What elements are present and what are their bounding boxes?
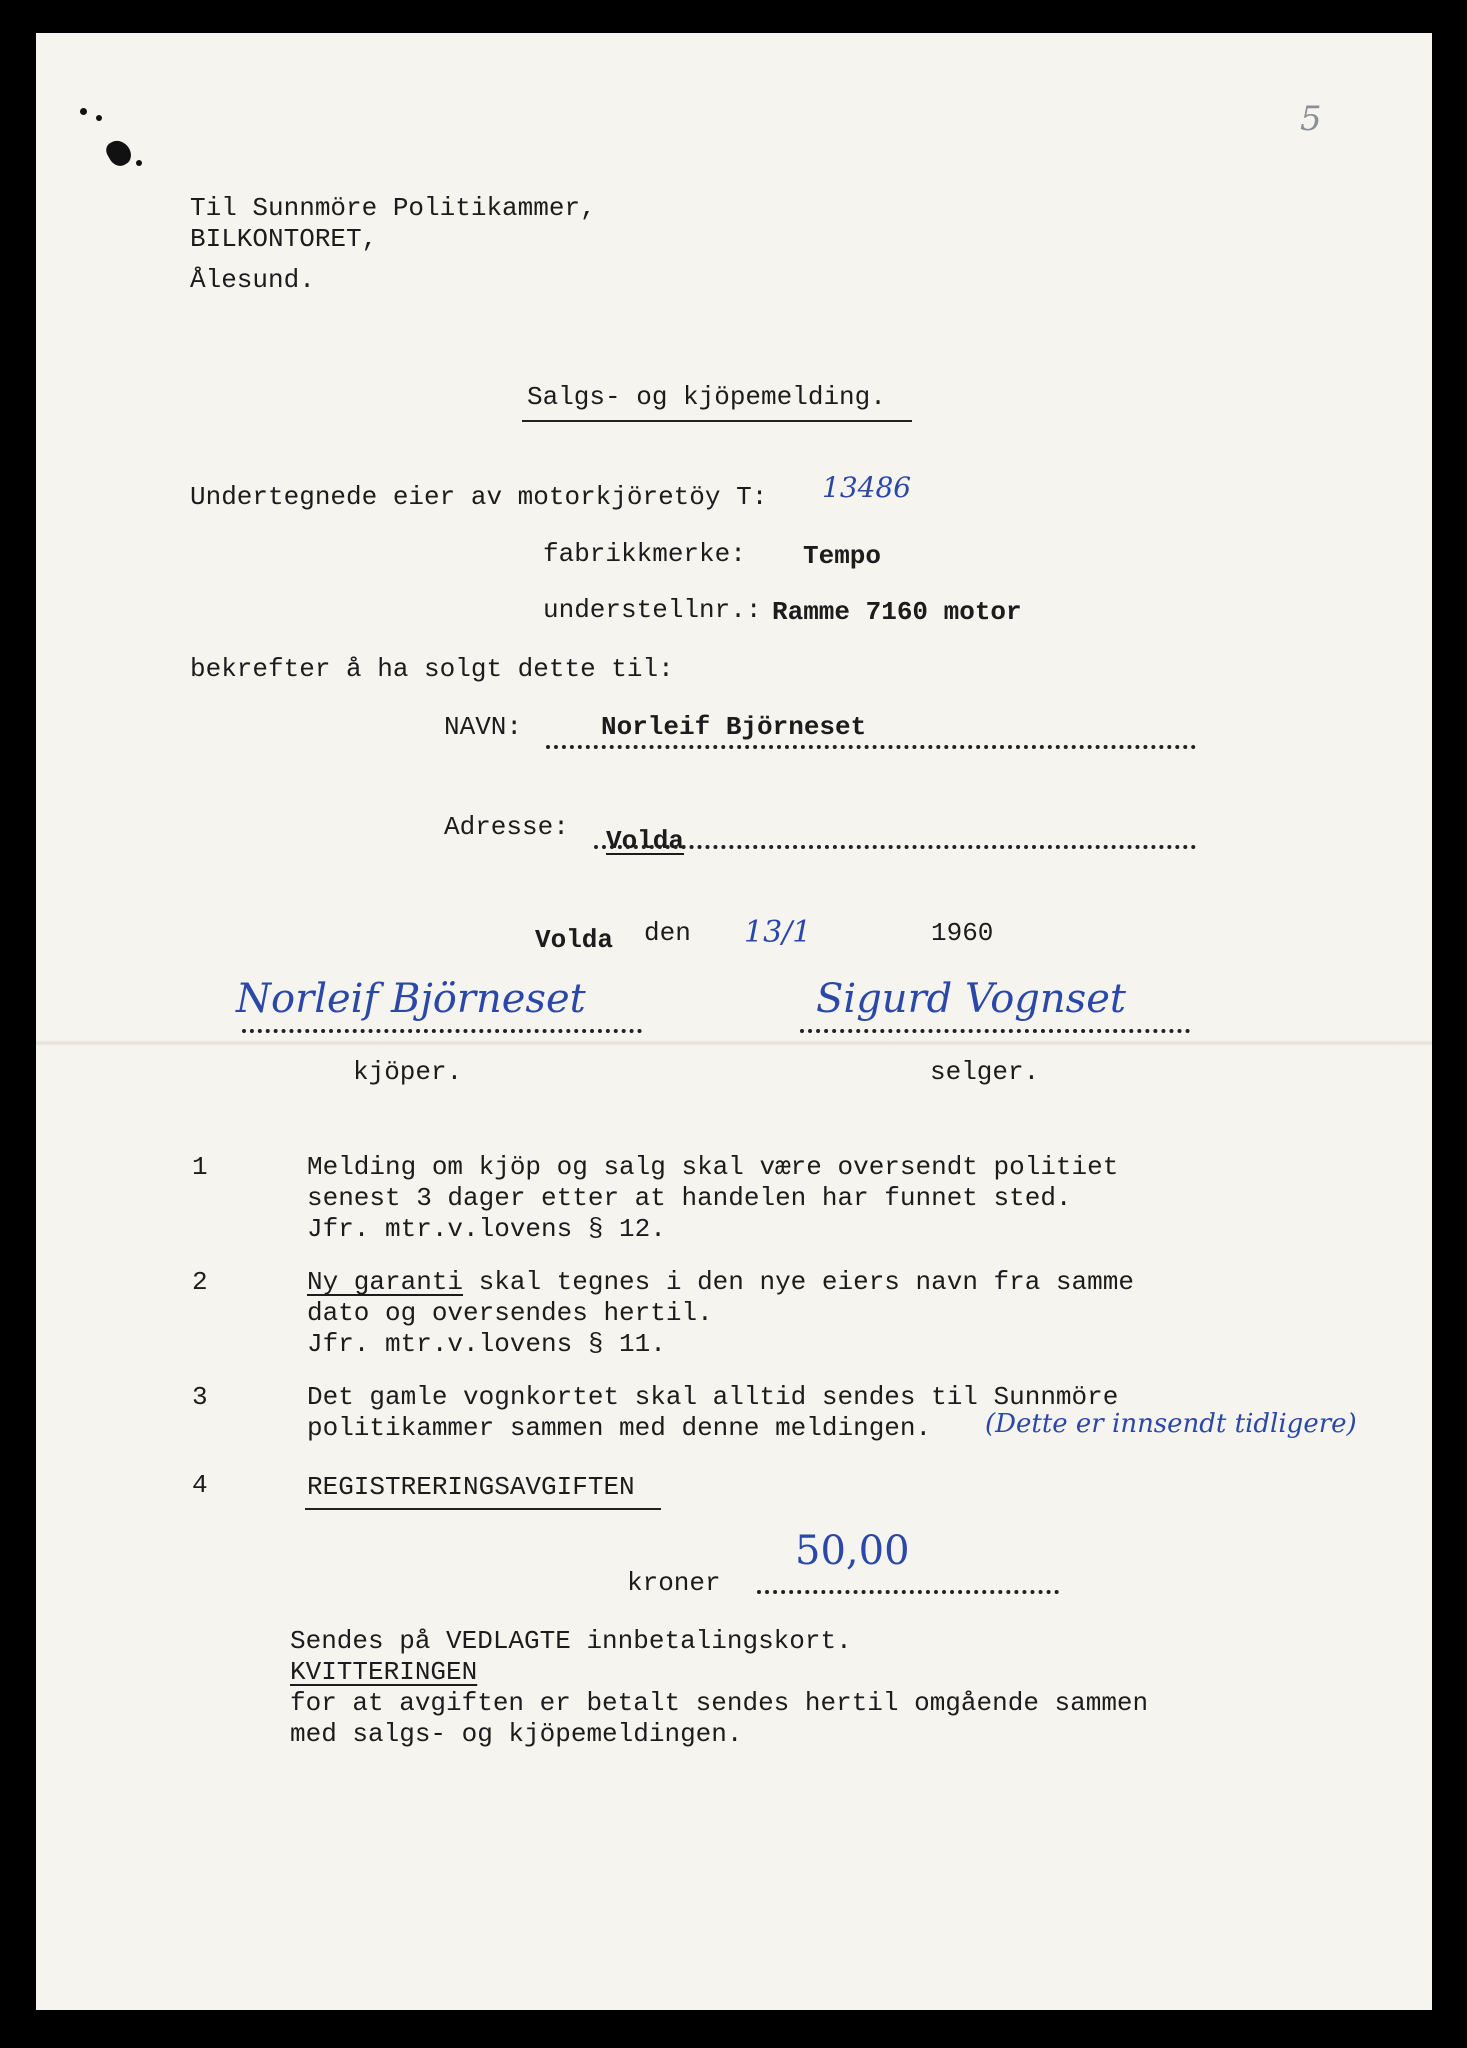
registration-number: 13486 <box>822 471 912 504</box>
seller-signature: Sigurd Vognset <box>816 976 1126 1022</box>
date-day-month: 13/1 <box>744 915 812 950</box>
footer-line-4: med salgs- og kjöpemeldingen. <box>290 1719 743 1749</box>
make-label: fabrikkmerke: <box>543 539 746 569</box>
recipient-line-1: Til Sunnmöre Politikammer, <box>190 193 596 223</box>
ink-mark <box>136 160 142 166</box>
footer-line-1: Sendes på VEDLAGTE innbetalingskort. <box>290 1626 852 1656</box>
fee-label: kroner <box>627 1568 721 1598</box>
seller-label: selger. <box>930 1057 1040 1087</box>
item-2-line-1: skal tegnes i den nye eiers navn fra samme <box>463 1267 1134 1297</box>
footer-line-3: for at avgiften er betalt sendes hertil omgående sammen <box>290 1688 1149 1718</box>
item-1-line-3: Jfr. mtr.v.lovens § 12. <box>307 1214 666 1244</box>
page-number-mark: 5 <box>1300 99 1322 139</box>
chassis-label: understellnr.: <box>543 595 762 625</box>
item-number: 3 <box>192 1382 208 1412</box>
date-place: Volda <box>535 925 614 955</box>
buyer-address-value: Volda <box>606 826 685 856</box>
item-1-line-1: Melding om kjöp og salg skal være oversendt politiet <box>307 1152 1119 1182</box>
item-3-line-1: Det gamle vognkortet skal alltid sendes til Sunnmöre <box>307 1382 1119 1412</box>
handwritten-note: (Dette er innsendt tidligere) <box>985 1409 1357 1439</box>
recipient-line-2: BILKONTORET, <box>190 224 378 254</box>
date-year: 1960 <box>931 918 994 948</box>
fold-line <box>36 1040 1432 1046</box>
item-4-heading: REGISTRERINGSAVGIFTEN <box>307 1472 635 1502</box>
item-number: 4 <box>192 1470 208 1500</box>
buyer-name-value: Norleif Björneset <box>601 712 867 742</box>
fee-dotted-line <box>757 1590 1059 1594</box>
title-underline <box>522 420 912 422</box>
ink-mark <box>96 115 102 121</box>
item-number: 2 <box>192 1267 208 1297</box>
confirm-text: bekrefter å ha solgt dette til: <box>190 654 674 684</box>
buyer-signature: Norleif Björneset <box>236 976 586 1022</box>
item-2-line-3: Jfr. mtr.v.lovens § 11. <box>307 1329 666 1359</box>
address-dotted-line <box>594 845 1196 849</box>
item-2-line-2: dato og oversendes hertil. <box>307 1298 713 1328</box>
seller-signature-line <box>800 1029 1190 1033</box>
make-value: Tempo <box>803 541 882 571</box>
footer-line-2: KVITTERINGEN <box>290 1657 478 1687</box>
fee-amount: 50,00 <box>795 1528 910 1574</box>
item-1-line-2: senest 3 dager etter at handelen har funnet sted. <box>307 1183 1072 1213</box>
item-3-line-2: politikammer sammen med denne meldingen. <box>307 1413 932 1443</box>
date-den: den <box>644 918 691 948</box>
item-number: 1 <box>192 1152 208 1182</box>
buyer-label: kjöper. <box>353 1057 463 1087</box>
item-2-underlined: Ny garanti <box>307 1267 464 1297</box>
chassis-value: Ramme 7160 motor <box>772 597 1022 627</box>
buyer-name-label: NAVN: <box>444 712 523 742</box>
recipient-line-3: Ålesund. <box>190 265 315 295</box>
item-4-underline <box>305 1508 661 1510</box>
name-dotted-line <box>546 745 1196 749</box>
vehicle-intro-label: Undertegnede eier av motorkjöretöy T: <box>190 482 768 512</box>
ink-mark <box>80 108 87 115</box>
buyer-signature-line <box>242 1029 642 1033</box>
form-title: Salgs- og kjöpemelding. <box>527 382 886 412</box>
buyer-address-label: Adresse: <box>444 812 569 842</box>
